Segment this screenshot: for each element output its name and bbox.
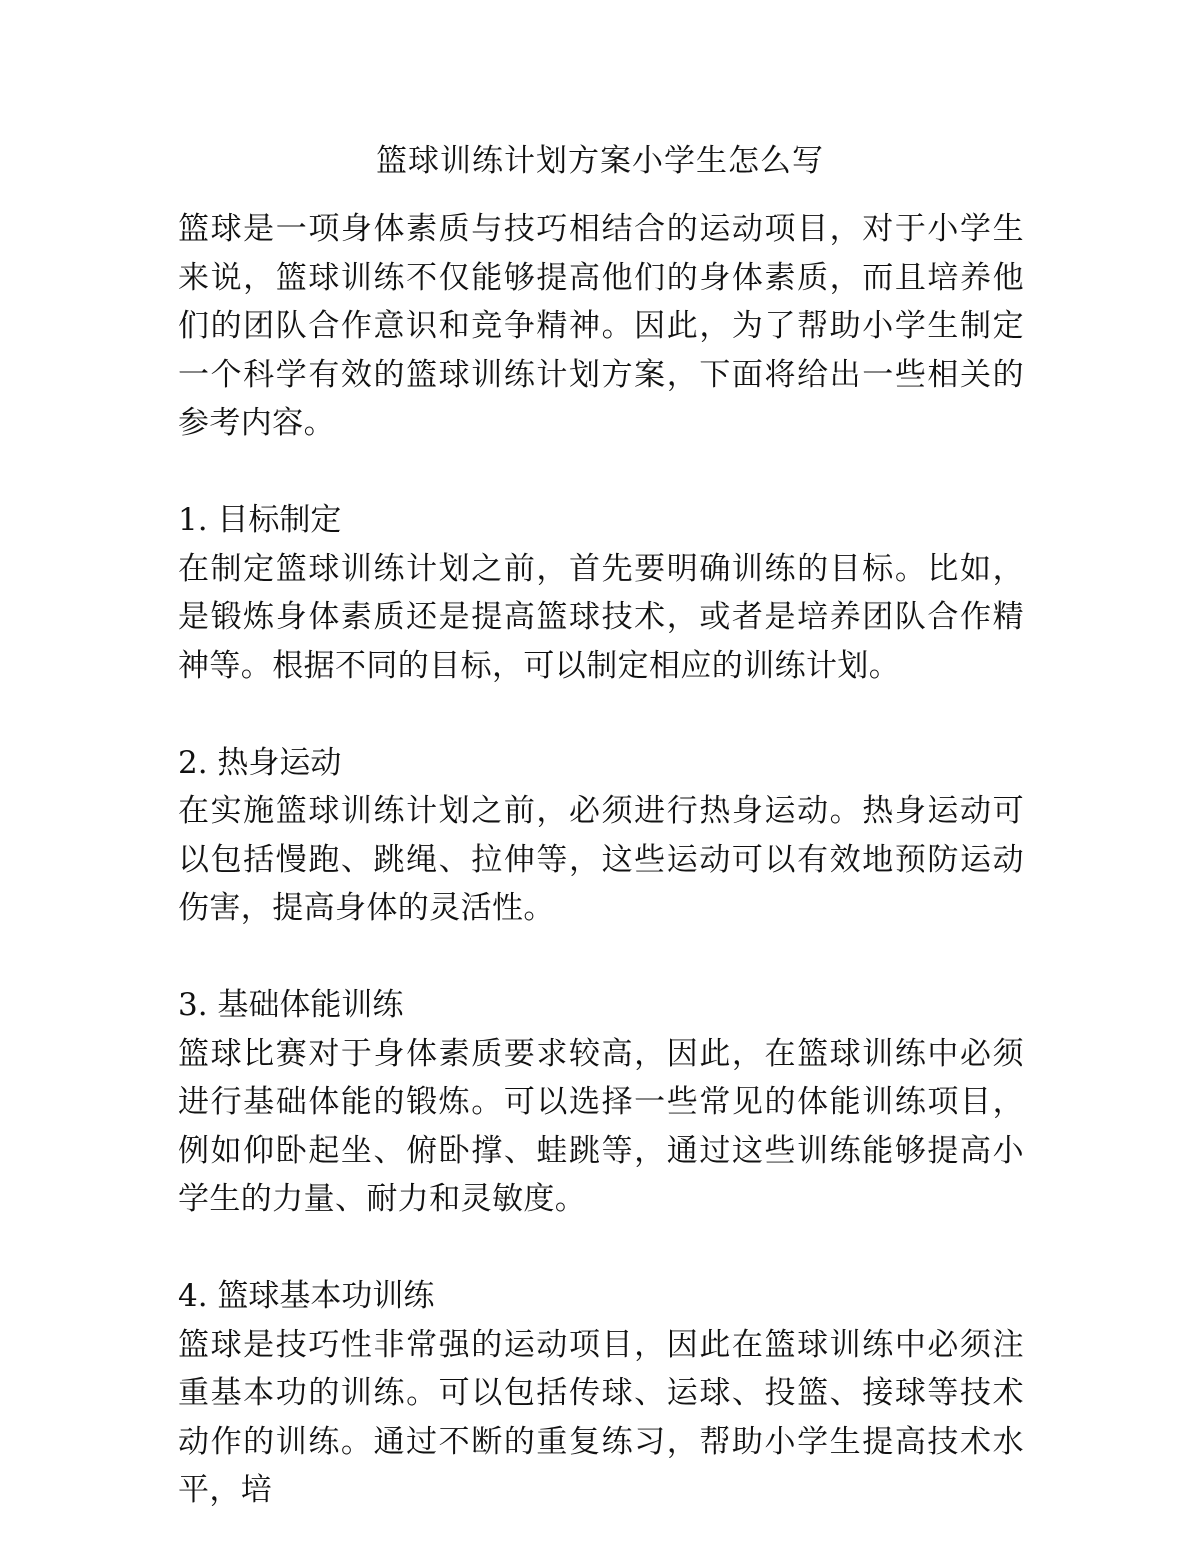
paragraph-spacer bbox=[178, 933, 1024, 982]
section-body-warmup: 在实施篮球训练计划之前，必须进行热身运动。热身运动可以包括慢跑、跳绳、拉伸等，这些运动可以有效地预防运动伤害，提高身体的灵活性。 bbox=[178, 793, 1024, 926]
document-title: 篮球训练计划方案小学生怎么写 bbox=[376, 143, 824, 179]
section-heading-warmup: 2. 热身运动 bbox=[178, 744, 342, 781]
paragraph-spacer bbox=[178, 690, 1024, 739]
section-body-goal: 在制定篮球训练计划之前，首先要明确训练的目标。比如，是锻炼身体素质还是提高篮球技术，或者是培养团队合作精神等。根据不同的目标，可以制定相应的训练计划。 bbox=[178, 550, 1024, 684]
section-heading-goal: 1. 目标制定 bbox=[178, 502, 342, 538]
section-heading-fitness: 3. 基础体能训练 bbox=[178, 987, 404, 1023]
section-body-fitness: 篮球比赛对于身体素质要求较高，因此，在篮球训练中必须进行基础体能的锻炼。可以选择一些常见的体能训练项目，例如仰卧起坐、俯卧撑、蛙跳等，通过这些训练能够提高小学生的力量、耐力和灵敏度。 bbox=[178, 1035, 1024, 1217]
paragraph-spacer bbox=[178, 448, 1024, 497]
section-body-fundamentals: 篮球是技巧性非常强的运动项目，因此在篮球训练中必须注重基本功的训练。可以包括传球、运球、投篮、接球等技术动作的训练。通过不断的重复练习，帮助小学生提高技术水平，培 bbox=[178, 1326, 1024, 1508]
section-heading-fundamentals: 4. 篮球基本功训练 bbox=[178, 1278, 435, 1314]
document-body bbox=[178, 205, 1024, 1515]
paragraph-spacer bbox=[178, 1224, 1024, 1273]
intro-paragraph: 篮球是一项身体素质与技巧相结合的运动项目，对于小学生来说，篮球训练不仅能够提高他们的身体素质，而且培养他们的团队合作意识和竞争精神。因此，为了帮助小学生制定一个科学有效的篮球训练计划方案，下面将给出一些相关的参考内容。 bbox=[178, 211, 1024, 441]
